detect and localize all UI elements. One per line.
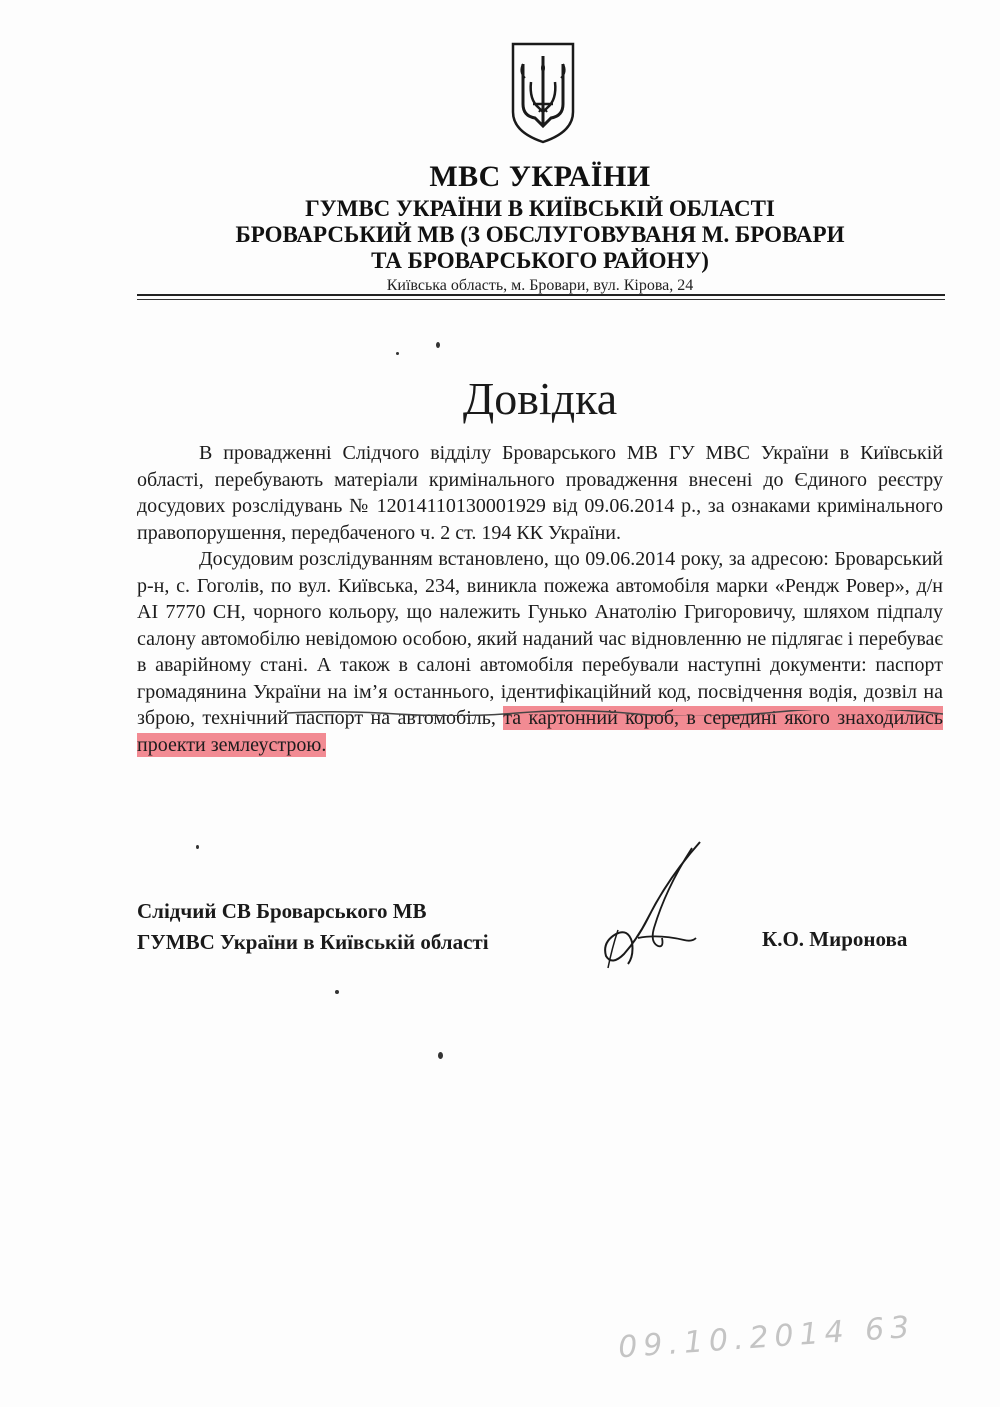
header-divider-thick: [137, 294, 945, 296]
header-address: Київська область, м. Бровари, вул. Кірова, 24: [386, 277, 694, 294]
scan-speck: [396, 352, 399, 355]
header-divider-thin: [137, 299, 945, 300]
header-department: ГУМВС УКРАЇНИ В КИЇВСЬКІЙ ОБЛАСТІ: [305, 196, 775, 221]
body-paragraph-2: [137, 546, 943, 758]
scan-wavy-mark: [137, 710, 943, 716]
scan-speck: [436, 342, 440, 348]
header-unit-line1: БРОВАРСЬКИЙ МВ (З ОБСЛУГОВУВАНЯ М. БРОВАРИ: [235, 222, 845, 247]
body-paragraph-2-text: Досудовим розслідуванням встановлено, що 09.06.2014 року, за адресою: Броварський р-н, с. Гоголів, по вул. Київська, 234, виникла пожежа автомобіля марки «Рендж Ровер», д/н АІ 7770 СН, чорного кольору, що належить Гунько Анатолію Григоровичу, шляхом підпалу салону автомобілю невідомою особою, який наданий час відновленню не підлягає і перебуває в аварійному стані. А також в салоні автомобіля перебували наступні документи: паспорт громадянина України на ім’я останнього, ідентифікаційний код, посвідчення водія, дозвіл на зброю, технічний паспорт на автомобіль,: [137, 548, 943, 729]
scan-speck: [196, 845, 199, 849]
header-ministry: МВС УКРАЇНИ: [429, 160, 651, 193]
highlighted-text: та картонний короб, в середині якого знаходились проекти землеустрою.: [137, 707, 943, 756]
body-paragraph-1: В провадженні Слідчого відділу Броварського МВ ГУ МВС України в Київській області, перебувають матеріали кримінального провадження внесені до Єдиного реєстру досудових розслідувань № 12014110130001929 від 09.06.2014 р., за ознаками кримінального правопорушення, передбаченого ч. 2 ст. 194 КК України.: [137, 442, 943, 544]
document-title: Довідка: [462, 373, 618, 424]
signatory-position: [137, 896, 489, 958]
trident-emblem-icon: [509, 42, 577, 144]
signatory-position-line1: Слідчий СВ Броварського МВ: [137, 899, 427, 923]
header-unit-line2: ТА БРОВАРСЬКОГО РАЙОНУ): [371, 248, 709, 273]
handwritten-note: 09.10.2014 63: [617, 1309, 917, 1366]
signatory-position-line2: ГУМВС України в Київській області: [137, 930, 489, 954]
signatory-name: К.О. Миронова: [762, 927, 908, 951]
handwritten-signature-icon: [588, 838, 708, 978]
scan-speck: [438, 1052, 443, 1059]
scan-speck: [335, 990, 339, 994]
